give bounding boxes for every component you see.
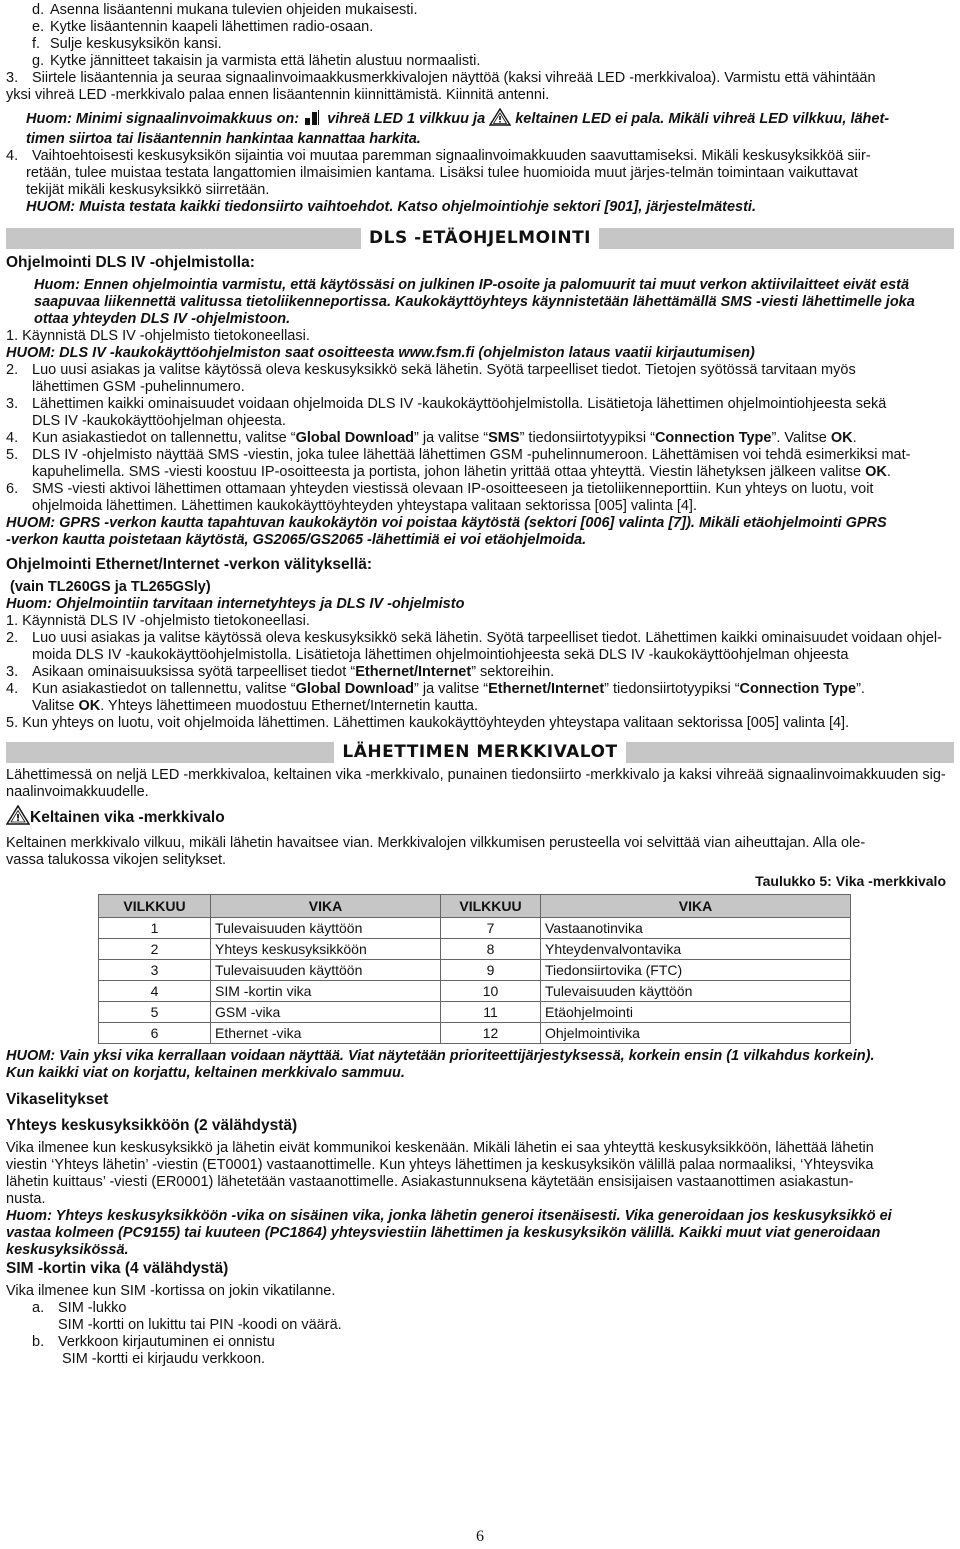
table-row: 4 SIM -kortin vika 10 Tulevaisuuden käyttöön xyxy=(99,981,851,1002)
sim-desc: Vika ilmenee kun SIM -kortissa on jokin vikatilanne. xyxy=(6,1283,336,1299)
section-title-leds: LÄHETTIMEN MERKKIVALOT xyxy=(334,742,625,763)
yellow-fault-heading: Keltainen vika -merkkivalo xyxy=(6,805,954,831)
step-4-cont: retään, tulee muistaa testata langattomien ilmaisimien kantama. Lisäksi tulee huomioida muut järjes-telmän toimintaan vaikuttavat tekijät mikäli keskusyksikkö siirretään. HUOM: Muista testata kaikki tiedonsiirto vaihtoehdot. Katso ohjelmointiohje sektori [901], järjestelmätesti. xyxy=(6,165,954,216)
list-item: f. Sulje keskusyksikön kansi. xyxy=(32,36,222,52)
ethernet-heading: Ohjelmointi Ethernet/Internet -verkon välityksellä: xyxy=(6,556,373,573)
table-header-cell: VILKKUU xyxy=(99,895,211,918)
sim-item-a: a. SIM -lukko xyxy=(32,1300,127,1316)
table-row: 6 Ethernet -vika 12 Ohjelmointivika xyxy=(99,1023,851,1044)
sim-item-b-desc: SIM -kortti ei kirjaudu verkkoon. xyxy=(62,1351,266,1367)
dls-step-5: 5. DLS IV -ohjelmisto näyttää SMS -viestin, joka tulee lähettää lähettimen GSM -puhelinnumeroon. Lähettämisen voi tehdä esimerkiksi mat- kapuhelimella. SMS -viesti koostuu IP-osoitteesta ja portista, johon lähetin yrittää ottaa yhteyttä. Viestin lähetyksen jälkeen valitse OK. xyxy=(6,447,911,480)
leds-huom: HUOM: Vain yksi vika kerrallaan voidaan näyttää. Viat näytetään prioriteettijärjestyksessä, korkein ensin (1 vilkahdus korkein). Kun kaikki viat on korjattu, keltainen merkkivalo sammuu. xyxy=(6,1048,875,1081)
huom-test-all: HUOM: Muista testata kaikki tiedonsiirto vaihtoehdot. Katso ohjelmointiohje sektori [901], järjestelmätesti. xyxy=(26,199,756,215)
eth-step-2: 2. Luo uusi asiakas ja valitse käytössä oleva keskusyksikkö sekä lähetin. Syötä tarpeelliset tiedot. Lähettimen kaikki ominaisuudet voidaan ohjel- moida DLS IV -kaukokäyttöohjelmistolla. Lisätietoja lähettimen ohjelmointiohjeesta sekä DLS IV -kaukokäyttöohjelman ohjeesta xyxy=(6,630,942,663)
gprs-huom: HUOM: GPRS -verkon kautta tapahtuvan kaukokäytön voi poistaa käytöstä (sektori [006] valinta [7]). Mikäli etäohjelmointi GPRS -verkon kautta poistetaan käytöstä, GS2065/GS2065 -lähettimiä ei voi etäohjelmoida. xyxy=(6,515,887,548)
dls-step-3: 3. Lähettimen kaikki ominaisuudet voidaan ohjelmoida DLS IV -kaukokäyttöohjelmistolla. Lisätietoja lähettimen ohjelmointiohjeesta sekä DLS IV -kaukokäyttöohjelman ohjeesta. xyxy=(6,396,887,429)
fault-table xyxy=(98,894,851,1044)
warning-triangle-icon xyxy=(489,108,511,131)
step-3-line2: yksi vihreä LED -merkkivalo palaa ennen lisäantennin kiinnittämistä. Kiinnitä antenni. xyxy=(6,87,550,103)
table-row: 5 GSM -vika 11 Etäohjelmointi xyxy=(99,1002,851,1023)
ethernet-huom: Huom: Ohjelmointiin tarvitaan internetyhteys ja DLS IV -ohjelmisto xyxy=(6,596,465,612)
table-row: 1 Tulevaisuuden käyttöön 7 Vastaanotinvika xyxy=(99,918,851,939)
section-band-leds xyxy=(6,742,954,763)
dls-step-6: 6. SMS -viesti aktivoi lähettimen ottamaan yhteyden viestissä olevaan IP-osoitteeseen ja tietoliikenneporttiin. Kun yhteys on luotu, voit ohjelmoida lähettimen. Lähettimen kaukokäyttöyhteyden yhteystapa valitaan sektorissa [005] valinta [4]. xyxy=(6,481,874,514)
step-3: 3. Siirtele lisäantennia ja seuraa signaalinvoimaakkusmerkkivalojen näyttöä (kaksi vihreää LED -merkkivaloa). Varmistu että vähintään xyxy=(6,70,876,86)
page-number: 6 xyxy=(476,1528,484,1545)
eth-step-1: 1. Käynnistä DLS IV -ohjelmisto tietokoneellasi. xyxy=(6,613,310,629)
dls-step-1: 1. Käynnistä DLS IV -ohjelmisto tietokoneellasi. xyxy=(6,328,310,344)
yhteys-heading: Yhteys keskusyksikköön (2 välähdystä) xyxy=(6,1117,298,1134)
table-header-cell: VILKKUU xyxy=(441,895,541,918)
yhteys-huom: Huom: Yhteys keskusyksikköön -vika on sisäinen vika, jonka lähetin generoi itsenäisesti. Vika generoidaan jos keskusyksikkö ei vastaa kolmeen (PC9155) tai kuuteen (PC1864) yhteysviestiin lähettimen ja keskusyksikön välillä. Kaikki muut viat generoidaan keskusyksikössä. xyxy=(6,1208,892,1258)
list-item: g. Kytke jännitteet takaisin ja varmista että lähetin alustuu normaalisti. xyxy=(32,53,481,69)
section-title-dls: DLS -ETÄOHJELMOINTI xyxy=(361,228,599,249)
dls-huom: Huom: Ennen ohjelmointia varmistu, että käytössäsi on julkinen IP-osoite ja palomuurit tai muut verkon aktiivilaitteet eivät estä saapuvaa liikennettä valitussa tietoliikenneportissa. Kaukokäyttöyhteys käynnistetään lähettämällä SMS -viesti lähettimelle joka ottaa yhteyden DLS IV -ohjelmistoon. xyxy=(34,277,915,327)
eth-step-3: 3. Asikaan ominaisuuksissa syötä tarpeelliset tiedot “Ethernet/Internet” sektoreihin. xyxy=(6,664,555,680)
dls-step-4: 4. Kun asiakastiedot on tallennettu, valitse “Global Download” ja valitse “SMS” tiedonsiirtotyypiksi “Connection Type”. Valitse OK. xyxy=(6,430,857,446)
table-header-cell: VIKA xyxy=(541,895,851,918)
table-header-cell: VIKA xyxy=(211,895,441,918)
top-list xyxy=(6,2,954,70)
yellow-fault-desc: Keltainen merkkivalo vilkuu, mikäli lähetin havaitsee vian. Merkkivalojen vilkkumisen perusteella voi selvittää vian aiheuttajan. Alla ole- vassa talukossa vikojen selitykset. xyxy=(6,835,866,868)
sim-heading: SIM -kortin vika (4 välähdystä) xyxy=(6,1260,229,1277)
table-header-row xyxy=(99,895,851,918)
huom-signal-line2: timen siirtoa tai lisäantennin hankintaa kannattaa harkita. xyxy=(26,131,421,147)
signal-bars-icon xyxy=(303,110,323,131)
section-band-dls xyxy=(6,228,954,249)
vikaselitykset-heading: Vikaselitykset xyxy=(6,1091,109,1108)
leds-intro: Lähettimessä on neljä LED -merkkivaloa, keltainen vika -merkkivalo, punainen tiedonsiirto -merkkivalo ja kaksi vihreää signaalinvoimakkuuden sig- naalinvoimakkuudelle. xyxy=(6,767,946,800)
list-item: e. Kytke lisäantennin kaapeli lähettimen radio-osaan. xyxy=(32,19,374,35)
huom-signal: Huom: Minimi signaalinvoimakkuus on: vihreä LED 1 vilkkuu ja keltainen LED ei pala. Mikäli vihreä LED vilkkuu, lähet- xyxy=(6,108,954,131)
list-item: d. Asenna lisäantenni mukana tulevien ohjeiden mukaisesti. xyxy=(32,2,418,18)
ethernet-subheading: (vain TL260GS ja TL265GSly) xyxy=(10,579,211,595)
eth-step-4: 4. Kun asiakastiedot on tallennettu, valitse “Global Download” ja valitse “Ethernet/Internet” tiedonsiirtotyypiksi “Connection Type”. Valitse OK. Yhteys lähettimeen muodostuu Ethernet/Internetin kautta. xyxy=(6,681,865,714)
step-4: 4. Vaihtoehtoisesti keskusyksikön sijaintia voi muutaa paremman signaalinvoimakkuuden saavuttamiseksi. Mikäli keskusyksikköä siir- xyxy=(6,148,871,164)
sim-item-b: b. Verkkoon kirjautuminen ei onnistu xyxy=(32,1334,275,1350)
table-row: 2 Yhteys keskusyksikköön 8 Yhteydenvalvontavika xyxy=(99,939,851,960)
table-row: 3 Tulevaisuuden käyttöön 9 Tiedonsiirtovika (FTC) xyxy=(99,960,851,981)
table-caption: Taulukko 5: Vika -merkkivalo xyxy=(755,873,946,889)
yhteys-desc: Vika ilmenee kun keskusyksikkö ja lähetin eivät kommunikoi keskenään. Mikäli lähetin ei saa yhteyttä keskusyksikköön, lähettää lähetin viestin ‘Yhteys lähetin’ -viestin (ET0001) vastaanottimelle. Kun yhteys lähettimen ja keskusyksikön välillä palaa normaaliksi, ‘Yhteysvika lähetin kuittaus’ -viesti (ER0001) lähetetään vastaanottimelle. Asiakastunnuksena käytetään ensisijaisen vastaanottimen asiakastun- nusta. xyxy=(6,1140,874,1207)
warning-triangle-icon xyxy=(6,805,30,831)
dls-step-2: 2. Luo uusi asiakas ja valitse käytössä oleva keskusyksikkö sekä lähetin. Syötä tarpeelliset tiedot. Tietojen syötössä tarvitaan myös lähettimen GSM -puhelinnumero. xyxy=(6,362,856,395)
dls-huom-download: HUOM: DLS IV -kaukokäyttöohjelmiston saat osoitteesta www.fsm.fi (ohjelmiston lataus vaatii kirjautumisen) xyxy=(6,345,755,361)
dls-heading: Ohjelmointi DLS IV -ohjelmistolla: xyxy=(6,254,255,271)
eth-step-5: 5. Kun yhteys on luotu, voit ohjelmoida lähettimen. Lähettimen kaukokäyttöyhteyden yhteystapa valitaan sektorissa [005] valinta [4]. xyxy=(6,715,850,731)
document-page xyxy=(6,2,954,1368)
sim-item-a-desc: SIM -kortti on lukittu tai PIN -koodi on väärä. xyxy=(58,1317,342,1333)
